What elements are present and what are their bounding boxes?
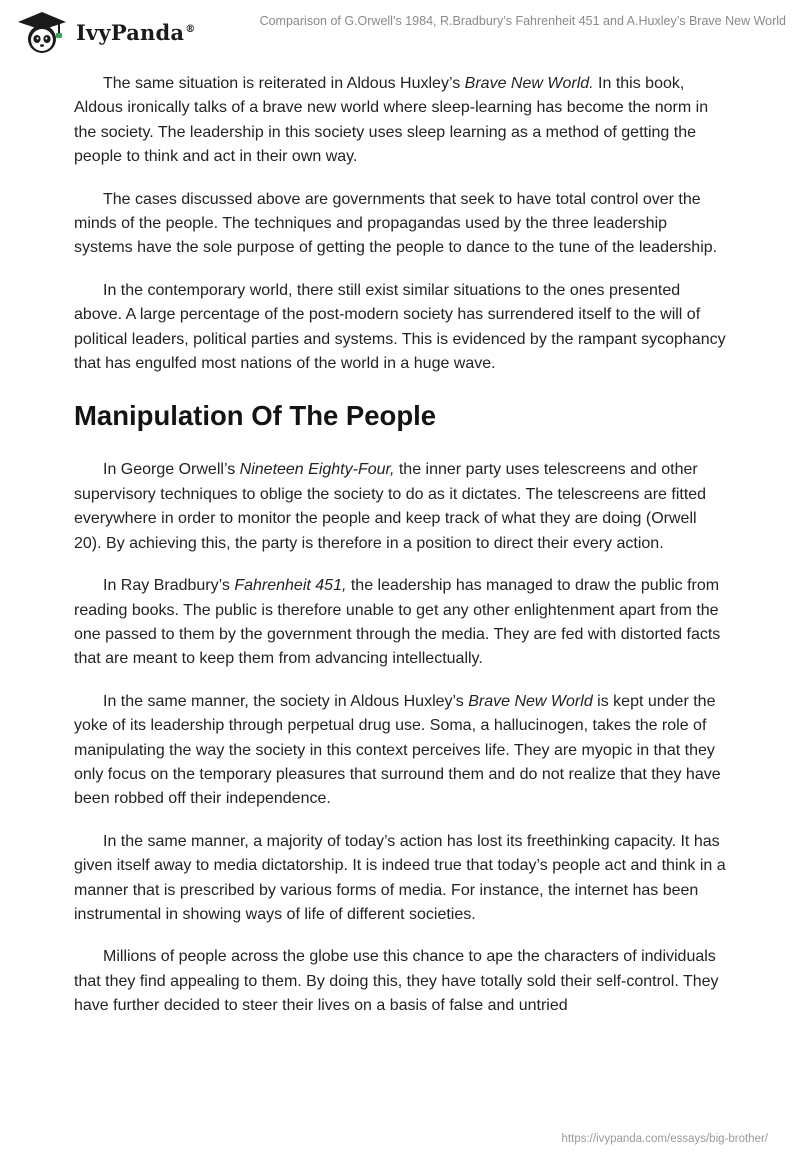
- source-url-link[interactable]: https://ivypanda.com/essays/big-brother/: [561, 1133, 768, 1145]
- paragraph: Millions of people across the globe use this chance to ape the characters of individuals that they find appealing to them. By doing this, they have totally sold their self-control. They have further decided to steer their lives on a basis of false and untried: [74, 948, 719, 1015]
- ivypanda-logo[interactable]: [14, 8, 254, 56]
- document-title: Comparison of G.Orwell’s 1984, R.Bradbury’s Fahrenheit 451 and A.Huxley’s Brave New World: [259, 14, 786, 28]
- section-heading: Manipulation Of The People: [74, 400, 437, 432]
- paragraph: In George Orwell’s Nineteen Eighty-Four, the inner party uses telescreens and other supervisory techniques to oblige the society to do as it dictates. The telescreens are fitted everywhere in order to monitor the people and keep track of what they are doing (Orwell 20). By achieving this, the party is therefore in a position to direct their every action.: [74, 461, 707, 552]
- paragraph: In the contemporary world, there still exist similar situations to the ones presented above. A large percentage of the post-modern society has surrendered itself to the will of political leaders, political parties and systems. This is evidenced by the rampant sycophancy that has engulfed most nations of the world in a huge wave.: [74, 281, 726, 373]
- panda-graduate-icon: [14, 8, 70, 56]
- paragraph: In the same manner, the society in Aldous Huxley’s Brave New World is kept under the yoke of its leadership through perpetual drug use. Soma, a hallucinogen, takes the role of manipulating the way the society in this context perceives life. They are myopic in that they only focus on the temporary pleasures that surround them and do not realize that they have been robbed off their independence.: [74, 692, 721, 808]
- paragraph: The cases discussed above are governments that seek to have total control over the minds of the people. The techniques and propagandas used by the three leadership systems have the sole purpose of getting the people to dance to the tune of the leadership.: [74, 190, 718, 257]
- paragraph: In Ray Bradbury’s Fahrenheit 451, the leadership has managed to draw the public from reading books. The public is therefore unable to get any other enlightenment apart from the one passed to them by the government through the media. They are fed with distorted facts that are meant to keep them from advancing intellectually.: [74, 577, 721, 668]
- paragraph: The same situation is reiterated in Aldous Huxley’s Brave New World. In this book, Aldous ironically talks of a brave new world where sleep-learning has become the norm in the society. The leadership in this society uses sleep learning as a method of getting the people to think and act in their own way.: [74, 75, 709, 166]
- essay-content: [74, 72, 726, 1037]
- page-header: [0, 0, 800, 60]
- logo-text: IvyPanda®: [76, 20, 196, 45]
- paragraph: In the same manner, a majority of today’s action has lost its freethinking capacity. It has given itself away to media dictatorship. It is indeed true that today’s people act and think in a manner that is prescribed by various forms of media. For instance, the internet has been instrumental in showing ways of life of different societies.: [74, 832, 726, 923]
